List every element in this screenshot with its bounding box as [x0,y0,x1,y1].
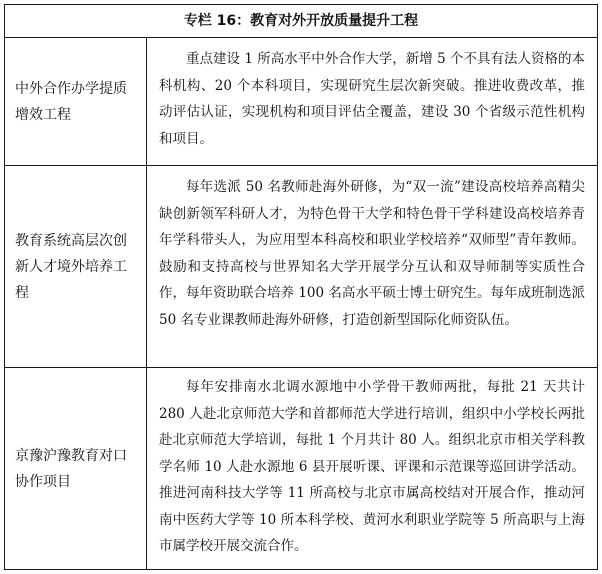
row-label: 京豫沪豫教育对口协作项目 [5,368,147,570]
row-description [147,38,597,165]
row-label: 中外合作办学提质增效工程 [5,38,147,165]
column-title: 专栏 16：教育对外开放质量提升工程 [5,5,597,38]
table-row [5,368,597,570]
row-label: 教育系统高层次创新人才境外培养工程 [5,166,147,367]
table-row [5,166,597,368]
row-description [147,166,597,367]
row-description [147,368,597,570]
table-row [5,38,597,166]
row-description-text: 重点建设 1 所高水平中外合作大学，新增 5 个不具有法人资格的本科机构、20 个本科项目，实现研究生层次新突破。推进收费改革，推动评估认证，实现机构和项目评估全覆盖，建设 30 个省级示范性机构和项目。 [159,51,585,147]
row-description-text: 每年安排南水北调水源地中小学骨干教师两批，每批 21 天共计 280 人赴北京师范大学和首都师范大学进行培训，组织中小学校长两批赴北京师范大学培训，每批 1 个月共计 80 人。组织北京市相关学科教学名师 10 人赴水源地 6 县开展听课、评课和示范课等巡回讲学活动。推进河南科技大学等 11 所高校与北京市属高校结对开展合作，推动河南中医药大学等 10 所本科学校、黄河水利职业学院等 5 所高职与上海市属学校开展交流合作。 [159,379,585,554]
column-box [4,4,598,570]
row-description-text: 每年选派 50 名教师赴海外研修，为“双一流”建设高校培养高精尖缺创新领军科研人才，为特色骨干大学和特色骨干学科建设高校培养青年学科带头人，为应用型本科高校和职业学校培养“双师型”青年教师。鼓励和支持高校与世界知名大学开展学分互认和双导师制等实质性合作，每年资助联合培养 100 名高水平硕士博士研究生。每年成班制选派 50 名专业课教师赴海外研修，打造创新型国际化师资队伍。 [159,179,585,328]
